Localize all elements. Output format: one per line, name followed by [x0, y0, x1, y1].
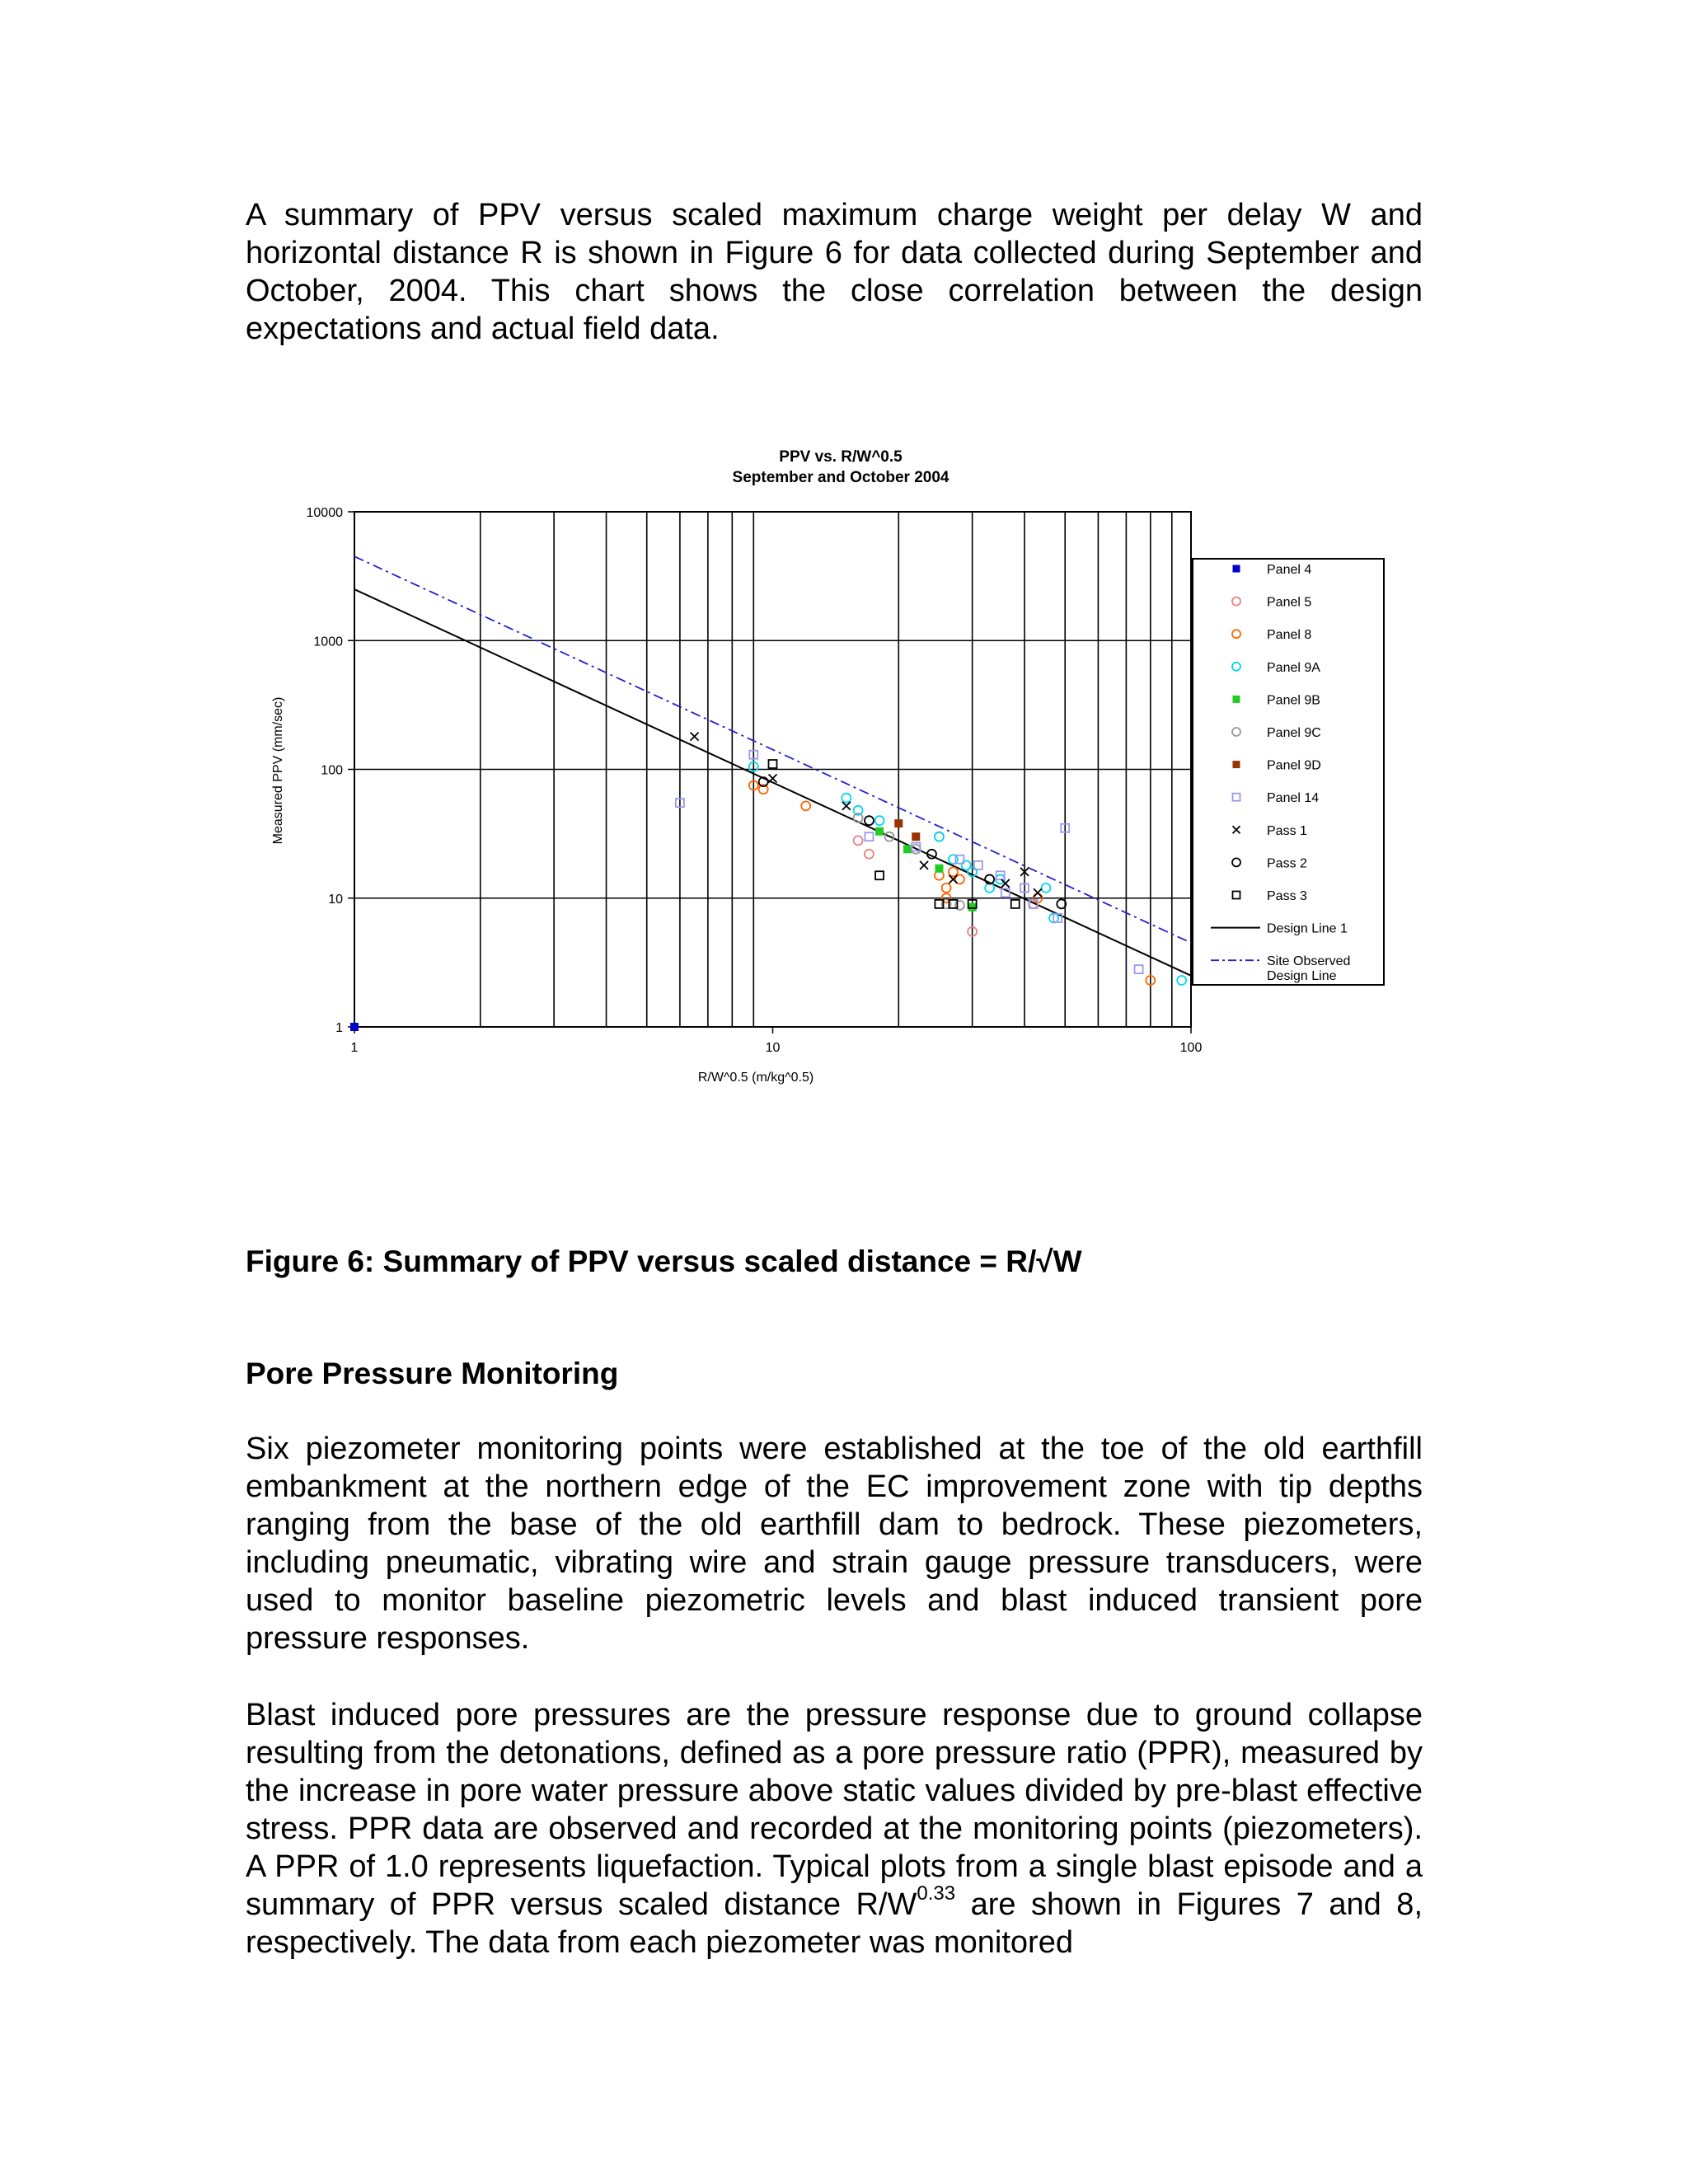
- data-point: [691, 733, 699, 741]
- data-point: [894, 819, 903, 827]
- data-point: [865, 832, 873, 841]
- data-point: [968, 903, 977, 912]
- y-tick-label: 1000: [313, 635, 343, 649]
- chart-legend: [1193, 559, 1384, 985]
- data-point: [865, 816, 874, 825]
- y-tick-label: 100: [321, 763, 343, 778]
- ppv-scatter-chart: [264, 437, 1418, 1096]
- y-tick-label: 10: [328, 892, 343, 907]
- legend-symbol: [1233, 761, 1240, 768]
- x-tick-label: 100: [1179, 1041, 1203, 1055]
- paragraph-piezometers: Six piezometer monitoring points were established at the toe of the old earthfill embankment at the northern edge of the EC improvement zone with tip depths ranging from the base of the old earthfill dam to bedrock. These piezometers, including pneumatic, vibrating wire and strain gauge pressure transducers, were used to monitor baseline piezometric levels and blast induced transient pore pressure responses.: [246, 1432, 1423, 1656]
- chart-grid: [354, 512, 1191, 1027]
- data-point: [350, 1023, 359, 1031]
- legend-label: Pass 3: [1267, 889, 1307, 903]
- data-point: [875, 871, 884, 879]
- data-point: [1135, 965, 1143, 973]
- data-point: [769, 775, 777, 783]
- legend-label: Design Line 1: [1267, 921, 1348, 936]
- legend-label: Panel 5: [1267, 595, 1312, 610]
- legend-symbol: [1233, 565, 1240, 573]
- data-point: [962, 860, 971, 869]
- chart-subtitle: September and October 2004: [732, 469, 950, 486]
- data-point: [942, 883, 951, 893]
- data-point: [935, 832, 944, 841]
- legend-label: Panel 4: [1267, 563, 1312, 577]
- data-point: [875, 816, 884, 825]
- y-tick-label: 1: [335, 1021, 343, 1035]
- x-axis-label: R/W^0.5 (m/kg^0.5): [697, 1071, 814, 1085]
- data-point: [1177, 976, 1186, 985]
- data-point: [903, 845, 912, 853]
- data-point: [1011, 900, 1020, 908]
- legend-label: Panel 8: [1267, 628, 1312, 643]
- data-point: [769, 760, 777, 768]
- data-point: [912, 832, 920, 841]
- x-tick-label: 10: [765, 1041, 781, 1055]
- data-point: [1034, 888, 1042, 897]
- figure-caption: Figure 6: Summary of PPV versus scaled distance = R/√W: [246, 1244, 1082, 1278]
- data-point: [1042, 883, 1051, 893]
- data-point: [801, 801, 810, 810]
- data-point: [949, 867, 958, 876]
- y-tick-label: 10000: [306, 506, 343, 520]
- data-point: [854, 836, 863, 845]
- legend-label: Panel 14: [1267, 791, 1320, 806]
- section-heading: Pore Pressure Monitoring: [246, 1357, 619, 1390]
- data-point: [985, 883, 994, 893]
- legend-label: Panel 9B: [1267, 693, 1320, 708]
- data-point: [865, 850, 874, 859]
- intro-paragraph: A summary of PPV versus scaled maximum charge weight per delay W and horizontal distance R is shown in Figure 6 for data collected during September and October, 2004. This chart shows the close correlation between the design expectations and actual field data.: [246, 198, 1423, 346]
- legend-label: Panel 9C: [1267, 726, 1321, 740]
- chart-title: PPV vs. R/W^0.5: [779, 448, 903, 466]
- paragraph-pore-pressures: [246, 1696, 1423, 1961]
- y-axis-label: Measured PPV (mm/sec): [271, 696, 285, 845]
- legend-label: Site Observed Design Line: [1267, 954, 1351, 984]
- data-point: [935, 865, 943, 873]
- data-point: [842, 794, 851, 803]
- x-tick-label: 1: [350, 1041, 359, 1055]
- data-points: [350, 733, 1186, 1031]
- legend-label: Pass 2: [1267, 856, 1307, 871]
- legend-label: Panel 9A: [1267, 660, 1320, 675]
- data-point: [920, 861, 928, 869]
- legend-label: Panel 9D: [1267, 758, 1321, 773]
- legend-symbol: [1233, 696, 1240, 703]
- paragraph-pore-pressures-part1: Blast induced pore pressures are the pressure response due to ground collapse resulting from the detonations, defined as a pore pressure ratio (PPR), measured by the increase in pore water pressure above static values divided by pre-blast effective stress. PPR data are observed and recorded at the monitoring points (piezometers). A PPR of 1.0 represents liquefaction. Typical plots from a single blast episode and a summary of PPR versus scaled distance R/W: [246, 1698, 1423, 1922]
- paragraph-pore-pressures-part2: are shown in Figures 7 and 8, respectively. The data from each piezometer was monitored: [246, 1887, 1423, 1960]
- legend-label: Pass 1: [1267, 823, 1307, 838]
- data-point: [875, 827, 884, 836]
- exponent-superscript: 0.33: [917, 1882, 956, 1905]
